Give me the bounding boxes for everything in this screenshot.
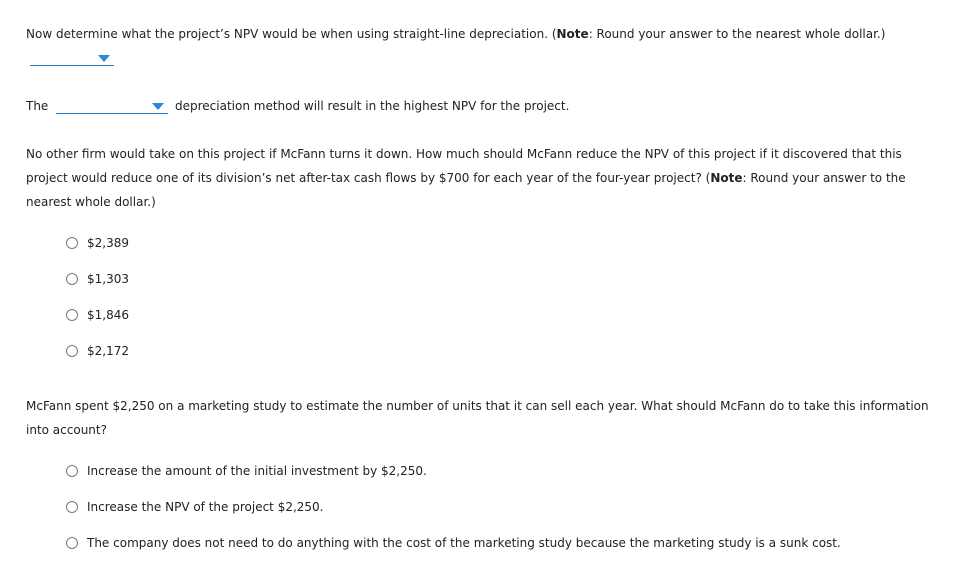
radio-button[interactable] [66, 345, 78, 357]
q1-prompt-suffix: : Round your answer to the nearest whole dollar.) [588, 27, 886, 41]
q2-prefix-text: The [26, 99, 49, 113]
q3-prompt-line-2-prefix: project would reduce one of its division’s net after-tax cash flows by $700 for each year of the four-year project? ( [26, 171, 711, 185]
q1-prompt-prefix: Now determine what the project’s NPV would be when using straight-line depreciation. ( [26, 27, 557, 41]
q4-option-3[interactable] [66, 535, 841, 551]
q4-prompt-line-2: into account? [26, 423, 107, 437]
q4-option-1-label: Increase the amount of the initial investment by $2,250. [87, 464, 427, 478]
radio-button[interactable] [66, 273, 78, 285]
q3-prompt-line-2-suffix: : Round your answer to the [742, 171, 906, 185]
q1-prompt [26, 26, 885, 42]
q3-option-1[interactable] [66, 235, 129, 251]
radio-button[interactable] [66, 237, 78, 249]
q4-option-1[interactable] [66, 463, 427, 479]
q3-prompt-line-3: nearest whole dollar.) [26, 195, 156, 209]
q3-option-3-label: $1,846 [87, 308, 129, 322]
chevron-down-icon [152, 103, 164, 110]
q1-note-label: Note [556, 27, 589, 41]
q3-prompt [26, 142, 906, 214]
q3-prompt-line-2 [26, 166, 906, 190]
q3-note-label: Note [710, 171, 743, 185]
q2-suffix-text: depreciation method will result in the highest NPV for the project. [175, 99, 570, 113]
q3-option-3[interactable] [66, 307, 129, 323]
q4-option-3-label: The company does not need to do anything with the cost of the marketing study because the marketing study is a sunk cost. [87, 536, 841, 550]
radio-button[interactable] [66, 465, 78, 477]
q4-option-2-label: Increase the NPV of the project $2,250. [87, 500, 324, 514]
q3-option-2-label: $1,303 [87, 272, 129, 286]
q3-option-4[interactable] [66, 343, 129, 359]
q3-prompt-line-1: No other firm would take on this project if McFann turns it down. How much should McFann reduce the NPV of this project if it discovered that this [26, 147, 902, 161]
depreciation-method-dropdown[interactable] [56, 99, 168, 114]
radio-button[interactable] [66, 501, 78, 513]
q3-option-2[interactable] [66, 271, 129, 287]
q3-option-4-label: $2,172 [87, 344, 129, 358]
q3-option-1-label: $2,389 [87, 236, 129, 250]
radio-button[interactable] [66, 537, 78, 549]
radio-button[interactable] [66, 309, 78, 321]
q4-option-2[interactable] [66, 499, 324, 515]
q4-prompt-line-1: McFann spent $2,250 on a marketing study to estimate the number of units that it can sell each year. What should McFann do to take this information [26, 399, 929, 413]
q4-prompt [26, 394, 929, 442]
chevron-down-icon [98, 55, 110, 62]
npv-answer-dropdown[interactable] [30, 51, 114, 66]
